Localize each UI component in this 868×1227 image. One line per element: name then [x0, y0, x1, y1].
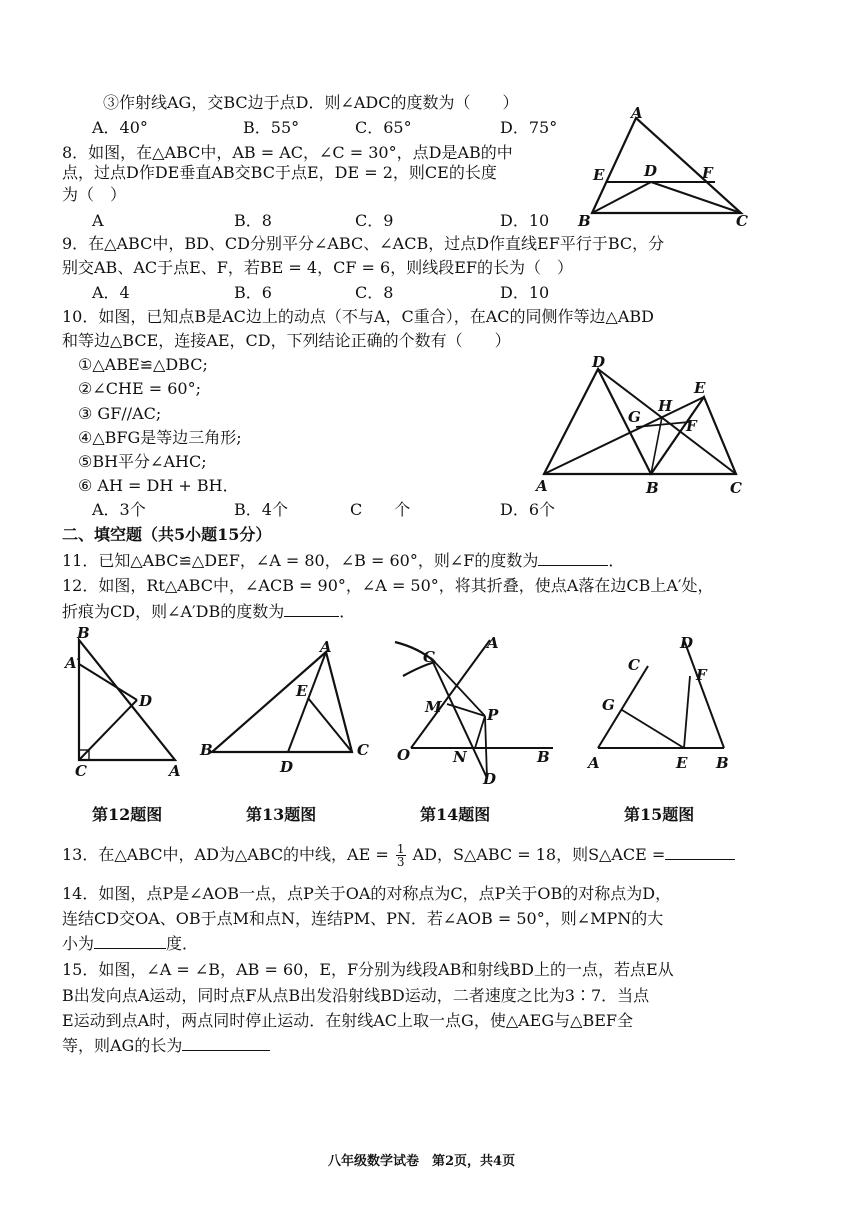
fig15-label-c: C: [628, 656, 640, 674]
q8-line-2: 点，过点D作DE垂直AB交BC于点E，DE = 2，则CE的长度: [62, 163, 497, 182]
fig14-label-o: O: [397, 746, 411, 764]
q15-answer-blank[interactable]: [182, 1036, 270, 1051]
q10-line-2: 和等边△BCE，连接AE，CD，下列结论正确的个数有（ ）: [62, 331, 511, 350]
q10-equilateral-figure: [536, 353, 756, 502]
fig15-label-d: D: [680, 634, 694, 652]
q14-line-3: [62, 934, 198, 954]
q11-text: [62, 551, 624, 571]
q12-stem: 折痕为CD，则∠A′DB的度数为: [62, 602, 285, 621]
fig12-right-triangle: [65, 624, 185, 780]
q13-stem-end: AD，S△ABC = 18，则S△ACE =: [412, 845, 666, 864]
q7-option-d: D．75°: [500, 118, 558, 137]
fig15-label-b: B: [716, 754, 729, 772]
fig10-label-g: G: [628, 408, 641, 426]
fig8-label-b: B: [578, 212, 591, 230]
q9-option-c: C．8: [355, 283, 394, 302]
q12-line-2: [62, 602, 355, 622]
q7-question-line: ③作射线AG，交BC边于点D．则∠ADC的度数为（ ）: [103, 93, 519, 112]
q8-option-d: D．10: [500, 211, 550, 230]
q11-end: ．: [608, 551, 625, 570]
fig8-label-f: F: [702, 164, 713, 182]
fig14-angle-reflection: [395, 628, 575, 788]
caption-fig14: 第14题图: [420, 805, 491, 824]
page-footer: 八年级数学试卷 第2页，共4页: [328, 1154, 516, 1169]
fig10-label-f: F: [686, 417, 697, 435]
fig14-label-m: M: [425, 698, 442, 716]
q8-option-b: B．8: [234, 211, 272, 230]
q10-option-a: A．3个: [92, 500, 146, 519]
q12-end: ．: [339, 602, 356, 621]
fig12-label-d: D: [139, 692, 153, 710]
fig12-label-c: C: [75, 762, 87, 780]
fig8-label-a: A: [631, 104, 643, 122]
q15-stem: 等，则AG的长为: [62, 1036, 183, 1055]
q15-line-4: [62, 1036, 270, 1056]
fig15-label-g: G: [602, 696, 615, 714]
q15-line-1: 15．如图，∠A = ∠B，AB = 60，E，F分别为线段AB和射线BD上的一点，若点E从: [62, 960, 674, 979]
fig13-triangle: [200, 640, 370, 775]
fig10-label-e: E: [694, 379, 706, 397]
fig13-label-c: C: [357, 741, 369, 759]
q10-item-1: ①△ABE≌△DBC;: [78, 355, 208, 374]
q10-line-1: 10．如图，已知点B是AC边上的动点（不与A，C重合），在AC的同侧作等边△ABD: [62, 307, 654, 326]
caption-fig13: 第13题图: [246, 805, 317, 824]
q14-stem: 小为: [62, 934, 95, 953]
fig14-label-n: N: [453, 748, 467, 766]
fig15-label-a: A: [588, 754, 600, 772]
section-2-title: 二、填空题（共5小题15分）: [62, 525, 272, 544]
fig14-label-p: P: [487, 706, 499, 724]
q9-line-2: 别交AB、AC于点E、F，若BE = 4，CF = 6，则线段EF的长为（ ）: [62, 258, 573, 277]
q14-line-2: 连结CD交OA、OB于点M和点N，连结PM、PN．若∠AOB = 50°，则∠MPN的大: [62, 909, 664, 928]
q10-item-6: ⑥ AH = DH + BH．: [78, 476, 239, 495]
q8-option-a: A: [92, 211, 104, 230]
q11-answer-blank[interactable]: [538, 551, 608, 566]
caption-fig12: 第12题图: [92, 805, 163, 824]
fig12-label-a: A: [169, 762, 181, 780]
q13-stem: 13．在△ABC中，AD为△ABC的中线，AE =: [62, 845, 389, 864]
fig14-label-d: D: [483, 770, 497, 788]
q13-frac-den: 3: [396, 855, 405, 869]
q10-option-d: D．6个: [500, 500, 556, 519]
fig8-label-c: C: [736, 212, 748, 230]
q12-answer-blank[interactable]: [284, 602, 339, 617]
q8-line-3: 为（ ）: [62, 185, 127, 204]
q10-item-2: ②∠CHE = 60°;: [78, 379, 201, 398]
q12-line-1: 12．如图，Rt△ABC中，∠ACB = 90°，∠A = 50°，将其折叠，使点A落在边CB上A′处，: [62, 576, 714, 595]
q14-line-1: 14．如图，点P是∠AOB一点，点P关于OA的对称点为C，点P关于OB的对称点为D，: [62, 884, 672, 903]
q10-option-c: C 个: [350, 500, 411, 519]
fig13-label-a: A: [320, 638, 332, 656]
q9-line-1: 9．在△ABC中，BD、CD分别平分∠ABC、∠ACB，过点D作直线EF平行于BC，分: [62, 234, 665, 253]
q13-text: [62, 843, 735, 868]
fig10-label-c: C: [730, 479, 742, 497]
q9-option-a: A．4: [92, 283, 130, 302]
q8-triangle-figure: [578, 104, 758, 230]
q13-fraction: [396, 843, 406, 868]
fig12-label-aprime: A′: [65, 654, 81, 672]
fig10-label-d: D: [592, 353, 606, 371]
q7-option-c: C．65°: [355, 118, 412, 137]
fig15-label-f: F: [696, 666, 707, 684]
q9-option-b: B．6: [234, 283, 272, 302]
fig14-label-c: C: [423, 648, 435, 666]
q9-option-d: D．10: [500, 283, 550, 302]
fig10-label-a: A: [536, 477, 548, 495]
q15-line-2: B出发向点A运动，同时点F从点B出发沿射线BD运动，二者速度之比为3∶7．当点: [62, 986, 650, 1005]
q10-option-b: B．4个: [234, 500, 288, 519]
fig10-label-h: H: [658, 397, 673, 415]
fig13-label-d: D: [280, 758, 294, 776]
fig15-congruence-figure: [588, 630, 748, 780]
fig14-label-b: B: [537, 748, 550, 766]
q11-stem: 11．已知△ABC≌△DEF，∠A = 80，∠B = 60°，则∠F的度数为: [62, 551, 539, 570]
q8-option-c: C．9: [355, 211, 394, 230]
q14-answer-blank[interactable]: [94, 934, 166, 949]
q10-item-4: ④△BFG是等边三角形;: [78, 428, 242, 447]
q7-option-b: B．55°: [243, 118, 300, 137]
fig13-label-e: E: [296, 682, 308, 700]
fig8-label-e: E: [593, 166, 605, 184]
fig13-label-b: B: [200, 741, 213, 759]
q13-frac-num: 1: [396, 842, 405, 856]
fig12-label-b: B: [77, 624, 90, 642]
fig10-label-b: B: [646, 479, 659, 497]
q10-item-3: ③ GF//AC;: [78, 404, 162, 423]
q10-item-5: ⑤BH平分∠AHC;: [78, 452, 207, 471]
q13-answer-blank[interactable]: [665, 845, 735, 860]
q7-option-a: A．40°: [92, 118, 148, 137]
q14-end: 度．: [166, 934, 199, 953]
fig15-label-e: E: [676, 754, 688, 772]
fig8-label-d: D: [644, 162, 658, 180]
q15-line-3: E运动到点A时，两点同时停止运动．在射线AC上取一点G，使△AEG与△BEF全: [62, 1011, 633, 1030]
fig14-label-a: A: [487, 634, 499, 652]
caption-fig15: 第15题图: [624, 805, 695, 824]
q8-line-1: 8．如图，在△ABC中，AB = AC，∠C = 30°，点D是AB的中: [62, 143, 513, 162]
